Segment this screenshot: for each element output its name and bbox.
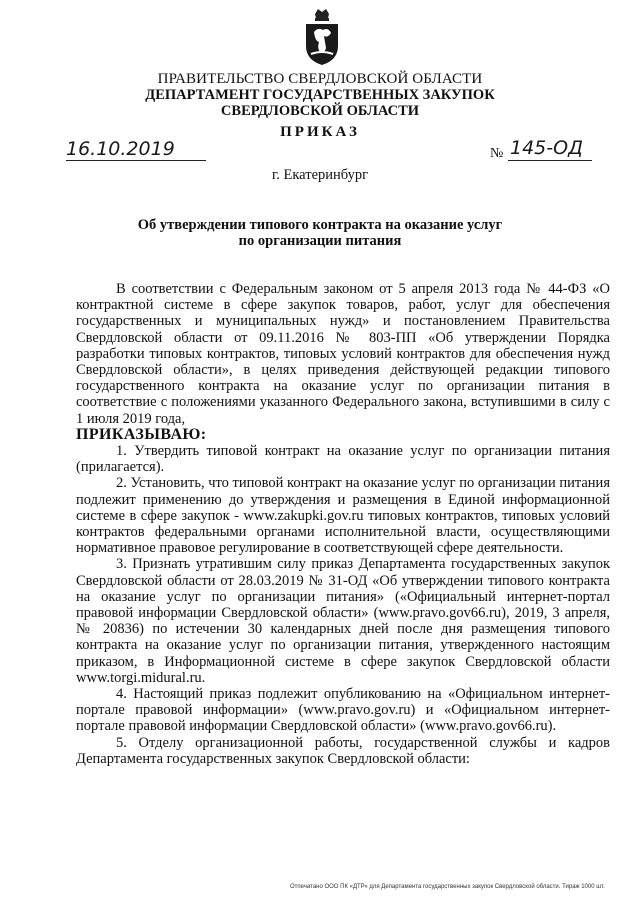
preamble: В соответствии с Федеральным законом от 5 апреля 2013 года № 44-ФЗ «О контрактной системе в сфере закупок товаров, работ, услуг для обеспечения государственных и муниципальных нужд» и постановлением Правительства Свердловской области от 09.11.2016 № 803-ПП «Об утверждении Порядка разработки типовых контрактов, типовых условий контрактов для обеспечения нужд Свердловской области», в целях приведения действующей редакции типового государственного контракта на оказание услуг по организации питания в соответствие с положениями указанного Федерального закона, вступившими в силу с 1 июля 2019 года,	[76, 281, 610, 427]
print-note: Отпечатано ООО ПК «ДТР» для Департамента государственных закупок Свердловской области. Тираж 1000 шт.	[290, 884, 605, 890]
order-item-3: 3. Признать утратившим силу приказ Департамента государственных закупок Свердловской области от 28.03.2019 № 31-ОД «Об утверждении типового контракта на оказание услуг по организации питания» («Официальный интернет-портал правовой информации Свердловской области» (www.pravo.gov66.ru), 2019, 3 апреля, № 20836) по истечении 30 календарных дней после дня размещения типового контракта на оказание услуг по организации питания, утвержденного настоящим приказом, в Информационной системе в сфере закупок Свердловской области www.torgi.midural.ru.	[76, 556, 610, 686]
government-name: ПРАВИТЕЛЬСТВО СВЕРДЛОВСКОЙ ОБЛАСТИ	[157, 71, 483, 87]
date-underline	[66, 160, 206, 161]
order-title-line1: Об утверждении типового контракта на оказание услуг	[137, 217, 503, 233]
order-item-2: 2. Установить, что типовой контракт на оказание услуг по организации питания подлежит применению до утверждения и размещения в Единой информационной системе в сфере закупок - www.zakupki.gov.ru типовых контрактов, типовых условий контрактов федеральными органами исполнительной власти, осуществляющими нормативное правовое регулирование в соответствующей сфере деятельности.	[76, 475, 610, 557]
number-label: №	[490, 146, 504, 161]
department-name-line1: ДЕПАРТАМЕНТ ГОСУДАРСТВЕННЫХ ЗАКУПОК	[145, 87, 495, 103]
order-date: 16.10.2019	[66, 138, 175, 160]
order-item-5: 5. Отделу организационной работы, государственной службы и кадров Департамента государственных закупок Свердловской области:	[76, 734, 610, 767]
order-body	[76, 281, 610, 767]
order-item-1: 1. Утвердить типовой контракт на оказание услуг по организации питания (прилагается).	[76, 443, 610, 476]
number-underline	[508, 160, 592, 161]
order-directive: ПРИКАЗЫВАЮ:	[76, 425, 207, 443]
department-name-line2: СВЕРДЛОВСКОЙ ОБЛАСТИ	[220, 103, 420, 119]
order-title-line2: по организации питания	[238, 233, 402, 249]
order-number: 145-ОД	[510, 137, 583, 159]
city: г. Екатеринбург	[271, 167, 369, 183]
coat-of-arms-icon	[303, 8, 341, 66]
order-item-4: 4. Настоящий приказ подлежит опубликованию на «Официальном интернет-портале правовой информации» (www.pravo.gov.ru) и «Официальном интернет-портале правовой информации Свердловской области» (www.pravo.gov66.ru).	[76, 686, 610, 735]
document-type: ПРИКАЗ	[280, 124, 360, 140]
